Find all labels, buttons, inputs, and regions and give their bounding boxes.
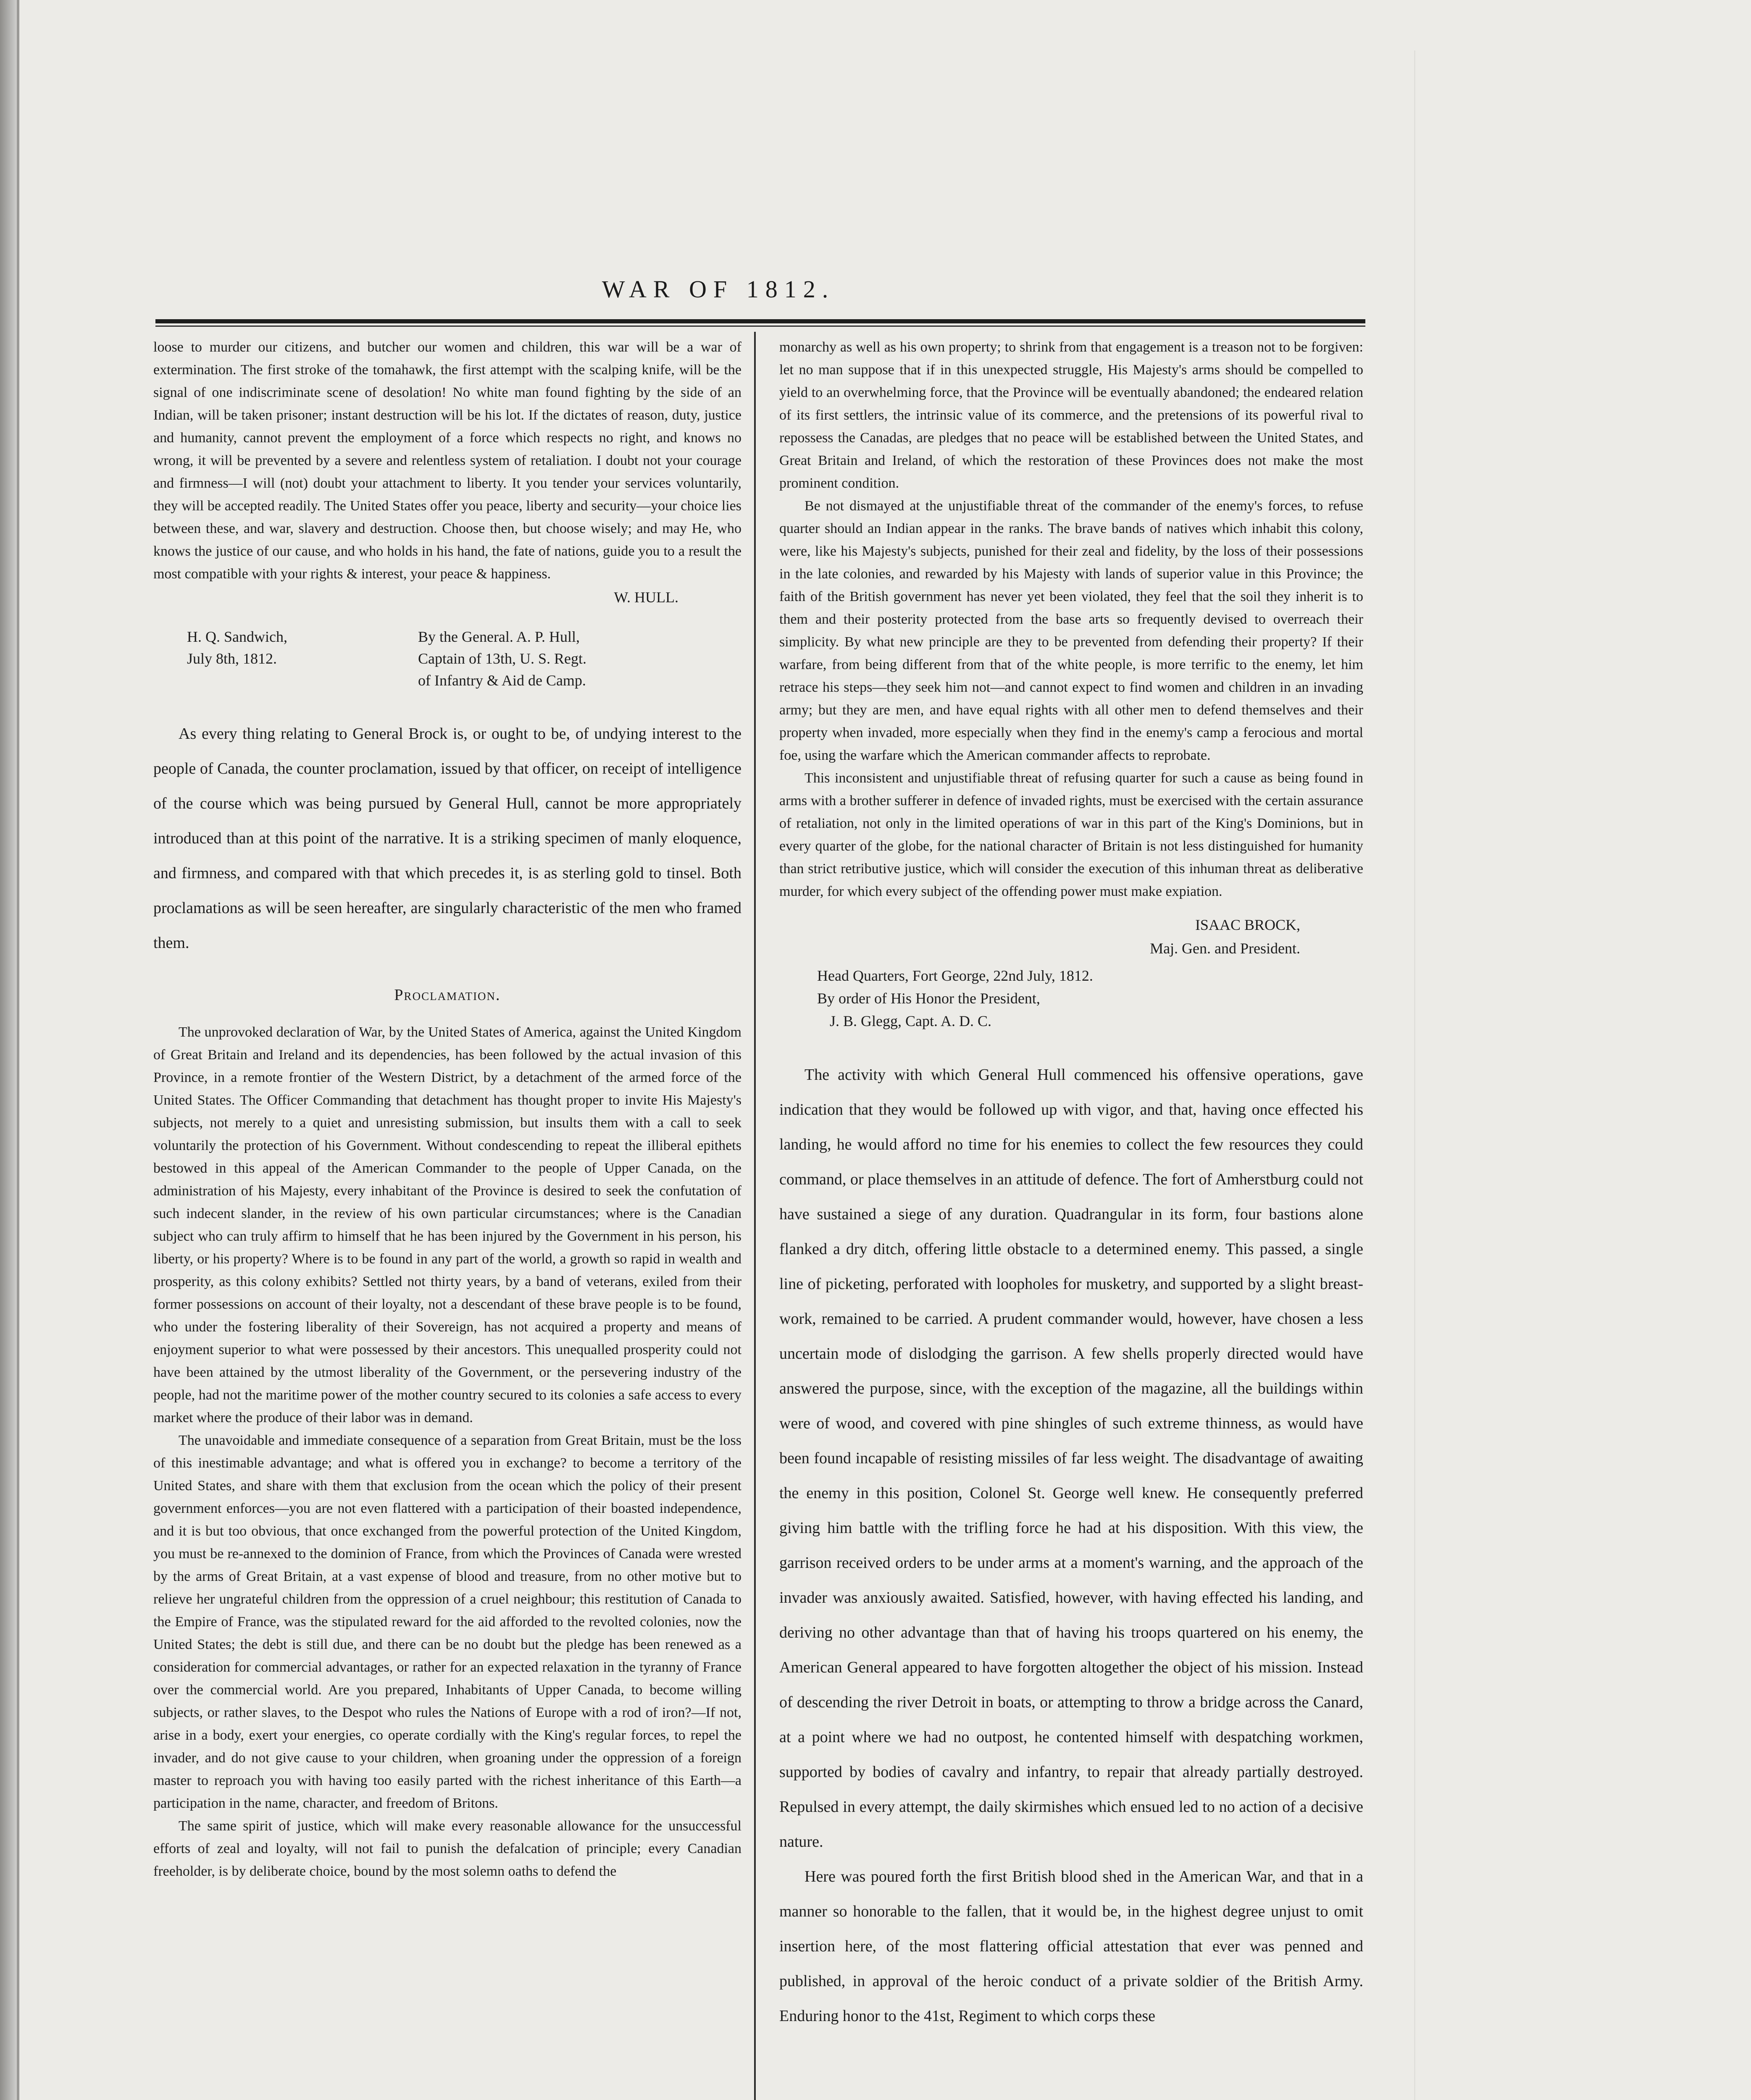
dateline-place bbox=[187, 626, 397, 691]
dateline-place-line: H. Q. Sandwich, bbox=[187, 628, 287, 645]
narrative-paragraph: As every thing relating to General Brock is, or ought to be, of undying interest to the people of Canada, the counter proclamation, issued by that officer, on receipt of intelligence of the course which was being pursued by General Hull, cannot be more appropriately introduced than at this point of the narrative. It is a striking specimen of manly eloquence, and firmness, and compared with that which precedes it, is as sterling gold to tinsel. Both proclamations as will be seen hereafter, are singularly characteristic of the men who framed them. bbox=[153, 725, 741, 952]
proclamation-paragraph: The unavoidable and immediate consequence of a separation from Great Britain, must be the loss of this inestimable advantage; and what is offered you in exchange? to become a territory of the United States, and share with them that exclusion from the ocean which the policy of their present government enforces—you are not even flattered with a participation of their boasted independence, and it is but too obvious, that once exchanged from the powerful protection of the United Kingdom, you must be re-annexed to the dominion of France, from which the Provinces of Canada were wrested by the arms of Great Britain, at a vast expense of blood and treasure, from no other motive but to relieve her ungrateful children from the oppression of a cruel neighbour; this restitution of Canada to the Empire of France, was the stipulated reward for the aid afforded to the revolted colonies, now the United States; the debt is still due, and there can be no doubt but the pledge has been renewed as a consideration for commercial advantages, or rather for an expected relaxation in the tyranny of France over the commercial world. Are you prepared, Inhabitants of Upper Canada, to become willing subjects, or rather slaves, to the Despot who rules the Nations of Europe with a rod of iron?—If not, arise in a body, exert your energies, co operate cordially with the King's regular forces, to repel the invader, and do not give cause to your children, when groaning under the oppression of a foreign master to reproach you with having too easily parted with the richest inheritance of this Earth—a participation in the name, character, and freedom of Britons. bbox=[153, 1433, 741, 1811]
proclamation-paragraph: This inconsistent and unjustifiable threat of refusing quarter for such a cause as being found in arms with a brother sufferer in defence of invaded rights, must be exercised with the certain assurance of retaliation, not only in the limited operations of war in this part of the King's Dominions, but in every quarter of the globe, for the national character of Britain is not less distinguished for humanity than strict retributive justice, which will consider the execution of this inhuman threat as deliberative murder, for which every subject of the offending power must make expiation. bbox=[779, 770, 1363, 899]
attestation-line: of Infantry & Aid de Camp. bbox=[418, 672, 586, 689]
attestation-line: By the General. A. P. Hull, bbox=[418, 628, 580, 645]
brock-signature-title: Maj. Gen. and President. bbox=[1150, 940, 1300, 957]
proclamation-paragraph: The unprovoked declaration of War, by the United States of America, against the United Kingdom of Great Britain and Ireland and its dependencies, has been followed by the actual invasion of this Province, in a remote frontier of the Western District, by a detachment of the armed force of the United States. The Officer Commanding that detachment has thought proper to invite His Majesty's subjects, not merely to a quiet and unresisting submission, but insults them with a call to seek voluntarily the protection of his Government. Without condescending to repeat the illiberal epithets bestowed in this appeal of the American Commander to the people of Upper Canada, on the administration of his Majesty, every inhabitant of the Province is desired to seek the confutation of such indecent slander, in the review of his own particular circumstances; where is the Canadian subject who can truly affirm to himself that he has been injured by the Government in his person, his liberty, or his property? Where is to be found in any part of the world, a growth so rapid in wealth and prosperity, as this colony exhibits? Settled not thirty years, by a band of veterans, exiled from their former possessions on account of their loyalty, not a descendant of these brave people is to be found, who under the fostering liberality of their Sovereign, has not acquired a property and means of enjoyment superior to what were possessed by their ancestors. This unequalled prosperity could not have been attained by the utmost liberality of the Government, or the persevering industry of the people, had not the maritime power of the mother country secured to its colonies a safe access to every market where the produce of their labor was in demand. bbox=[153, 1024, 741, 1425]
page-crease bbox=[1414, 50, 1415, 2100]
dateline-attestation bbox=[418, 626, 741, 691]
hull-proclamation-ending: loose to murder our citizens, and butcher our women and children, this war will be a war of extermination. The first stroke of the tomahawk, the first attempt with the scalping knife, will be the signal of one indiscriminate scene of desolation! No white man found fighting by the side of an Indian, will be taken prisoner; instant destruction will be his lot. If the dictates of reason, duty, justice and humanity, cannot prevent the employment of a force which respects no right, and knows no wrong, it will be prevented by a severe and relentless system of retaliation. I doubt not your courage and firmness—I will (not) doubt your attachment to liberty. It you tender your services voluntarily, they will be accepted readily. The United States offer you peace, liberty and security—your choice lies between these, and war, slavery and destruction. Choose then, but choose wisely; and may He, who knows the justice of our cause, and who holds in his hand, the fate of nations, guide you to a result the most compatible with your rights & interest, your peace & happiness. bbox=[153, 339, 741, 582]
narrative-paragraph: Here was poured forth the first British blood shed in the American War, and that in a manner so honorable to the fallen, that it would be, in the highest degree unjust to omit insertion here, of the most flattering official attestation that ever was penned and published, in approval of the heroic conduct of a private soldier of the British Army. Enduring honor to the 41st, Regiment to which corps these bbox=[779, 1868, 1363, 2025]
hq-line: J. B. Glegg, Capt. A. D. C. bbox=[830, 1013, 992, 1029]
dateline-date-line: July 8th, 1812. bbox=[187, 650, 277, 667]
hq-line: By order of His Honor the President, bbox=[817, 990, 1040, 1007]
proclamation-paragraph: monarchy as well as his own property; to shrink from that engagement is a treason not to be forgiven: let no man suppose that if in this unexpected struggle, His Majesty's arms should be compelled to yield to an overwhelming force, that the Province will be eventually abandoned; the endeared relation of its first settlers, the intrinsic value of its commerce, and the pretensions of its powerful rival to repossess the Canadas, are pledges that no peace will be established between the United States, and Great Britain and Ireland, of which the restoration of these Provinces does not make the most prominent condition. bbox=[779, 339, 1363, 491]
hq-line: Head Quarters, Fort George, 22nd July, 1812. bbox=[817, 967, 1093, 984]
proclamation-paragraph: The same spirit of justice, which will make every reasonable allowance for the unsuccessful efforts of zeal and loyalty, will not fail to punish the defalcation of principle; every Canadian freeholder, is by deliberate choice, bound by the most solemn oaths to defend the bbox=[153, 1818, 741, 1879]
binding-shadow bbox=[0, 0, 17, 2100]
hull-signature: W. HULL. bbox=[614, 589, 678, 606]
left-column bbox=[153, 336, 741, 1883]
attestation-line: Captain of 13th, U. S. Regt. bbox=[418, 650, 586, 667]
brock-signature-name: ISAAC BROCK, bbox=[1195, 916, 1300, 933]
proclamation-heading: Proclamation. bbox=[394, 986, 501, 1004]
narrative-paragraph: The activity with which General Hull commenced his offensive operations, gave indication that they would be followed up with vigor, and that, having once effected his landing, he would afford no time for his enemies to collect the few resources they could command, or place themselves in an attitude of defence. The fort of Amherstburg could not have sustained a siege of any duration. Quadrangular in its form, four bastions alone flanked a dry ditch, offering little obstacle to a determined enemy. This passed, a single line of picketing, perforated with loopholes for musketry, and supported by a slight breast-work, remained to be carried. A prudent commander would, however, have chosen a less uncertain mode of dislodging the garrison. A few shells properly directed would have answered the purpose, since, with the exception of the magazine, all the buildings within were of wood, and covered with pine shingles of such extreme thinness, as would have been found incapable of resisting missiles of far less weight. The disadvantage of awaiting the enemy in this position, Colonel St. George well knew. He consequently preferred giving him battle with the trifling force he had at his disposition. With this view, the garrison received orders to be under arms at a moment's warning, and the approach of the invader was anxiously awaited. Satisfied, however, with having effected his landing, and deriving no other advantage than that of having his troops quartered on his enemy, the American General appeared to have forgotten altogether the object of his mission. Instead of descending the river Detroit in boats, or attempting to throw a bridge across the Canard, at a point where we had no outpost, he contented himself with despatching workmen, supported by bodies of cavalry and infantry, to repair that already partially destroyed. Repulsed in every attempt, the daily skirmishes which ensued led to no action of a decisive nature. bbox=[779, 1066, 1363, 1851]
right-column bbox=[779, 336, 1363, 2034]
proclamation-paragraph: Be not dismayed at the unjustifiable threat of the commander of the enemy's forces, to refuse quarter should an Indian appear in the ranks. The brave bands of natives which inhabit this colony, were, like his Majesty's subjects, punished for their zeal and fidelity, by the loss of their possessions in the late colonies, and rewarded by his Majesty with lands of superior value in this Province; the faith of the British government has never yet been violated, they feel that the soil they inherit is to them and their posterity protected from the base arts so frequently devised to overreach their simplicity. By what new principle are they to be prevented from defending their property? If their warfare, from being different from that of the white people, is more terrific to the enemy, let him retrace his steps—they seek him not—and cannot expect to find women and children in an invading army; but they are men, and have equal rights with all other men to defend themselves and their property when invaded, more especially when they find in the enemy's camp a ferocious and mortal foe, using the warfare which the American commander affects to reprobate. bbox=[779, 498, 1363, 763]
header-rule-thin bbox=[155, 326, 1365, 327]
hull-dateline bbox=[187, 626, 741, 691]
header-rule bbox=[155, 319, 1365, 323]
headquarters-dateline bbox=[817, 964, 1363, 1032]
running-head: WAR OF 1812. bbox=[602, 276, 835, 303]
column-divider bbox=[754, 332, 756, 2100]
